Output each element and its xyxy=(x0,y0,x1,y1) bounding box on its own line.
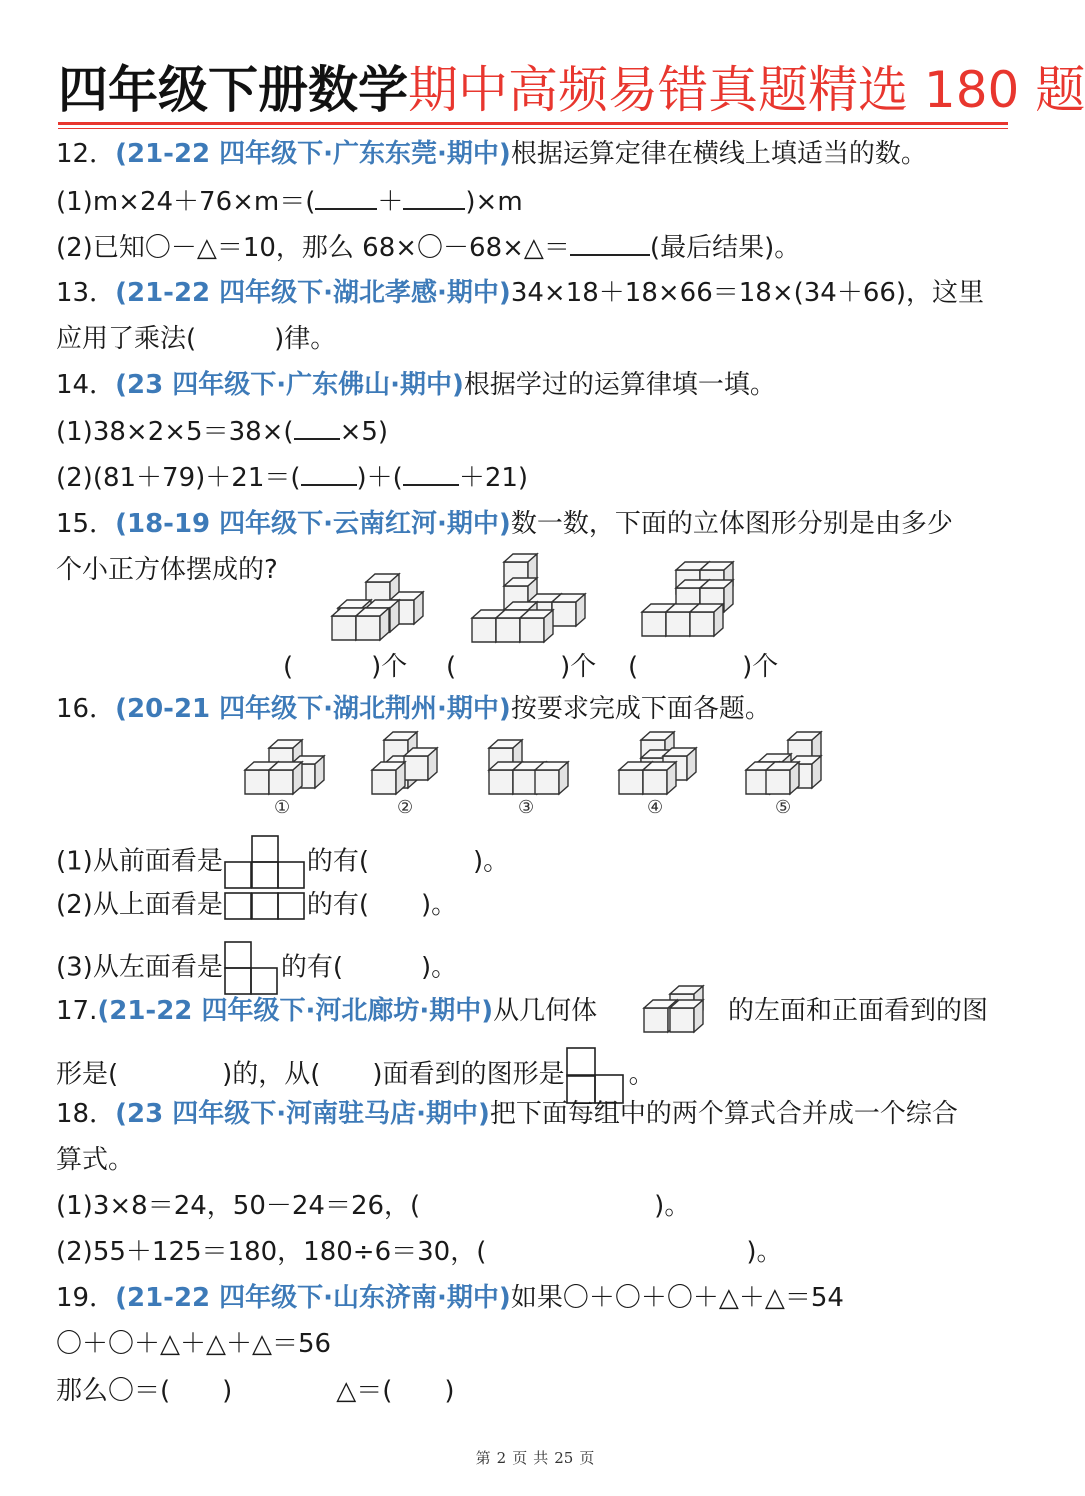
title-rule-thin xyxy=(58,128,1008,129)
q15-line xyxy=(56,507,953,541)
q16-label-4: ④ xyxy=(647,797,664,818)
q16-label-2: ② xyxy=(397,797,414,818)
q15-answer-1[interactable]: ( )个 xyxy=(283,652,408,682)
q12-blank-1[interactable] xyxy=(315,184,377,210)
q16-source: (20-21 四年级下·湖北荆州·期中) xyxy=(115,694,511,724)
q12-line xyxy=(56,137,927,171)
q15-figure-1 xyxy=(330,568,435,646)
q14-blank-3[interactable] xyxy=(403,460,459,486)
q16-p3-a: (3)从左面看是 xyxy=(56,952,223,983)
q13-source: (21-22 四年级下·湖北孝感·期中) xyxy=(115,278,511,308)
front-view-shape xyxy=(223,835,307,889)
q15-answer-2[interactable]: ( )个 xyxy=(446,652,597,682)
q12-p1-a: (1)m×24＋76×m＝( xyxy=(56,187,316,217)
q16-label-5: ⑤ xyxy=(775,797,792,818)
q16-figure-3 xyxy=(487,738,569,796)
q17-source: (21-22 四年级下·河北廊坊·期中) xyxy=(97,996,494,1026)
q12-p2-a: (2)已知〇－△＝10，那么 68×〇－68×△＝ xyxy=(56,233,570,263)
q16-label-3: ③ xyxy=(518,797,535,818)
q18-text: 把下面每组中的两个算式合并成一个综合 xyxy=(489,1099,958,1129)
left-view-shape xyxy=(223,941,281,995)
q14-p1-a: (1)38×2×5＝38×( xyxy=(56,417,294,447)
q17-line xyxy=(56,994,597,1028)
q14-number: 14． xyxy=(56,370,116,400)
footer-total-unit: 页 xyxy=(579,1449,595,1467)
q16-p2-a: (2)从上面看是 xyxy=(56,890,223,920)
q16-number: 16． xyxy=(56,694,116,724)
q12-p1-b: ＋ xyxy=(377,187,404,217)
q12-part2 xyxy=(56,230,800,265)
q17-view-shape xyxy=(565,1046,629,1104)
footer-page-label: 第 xyxy=(475,1449,491,1467)
q12-number: 12． xyxy=(56,139,116,169)
q18-part1: (1)3×8＝24，50－24＝26，( )。 xyxy=(56,1191,691,1221)
q16-line xyxy=(56,692,771,726)
q14-text: 根据学过的运算律填一填。 xyxy=(463,370,776,400)
q13-number: 13． xyxy=(56,278,116,308)
top-view-shape xyxy=(223,891,307,921)
q12-part1 xyxy=(56,184,523,219)
q12-blank-3[interactable] xyxy=(570,230,650,256)
q16-part2 xyxy=(56,888,457,922)
q14-line xyxy=(56,368,776,402)
q17-text-a: 从几何体 xyxy=(493,996,598,1026)
q16-p3-b: 的有( )。 xyxy=(280,952,458,983)
title-red: 期中高频易错真题精选 180 题 xyxy=(408,61,1085,119)
q16-p1-b: 的有( )。 xyxy=(306,846,510,877)
q16-figure-4 xyxy=(617,730,699,796)
footer-page-number: 2 xyxy=(496,1449,507,1467)
q15-source: (18-19 四年级下·云南红河·期中) xyxy=(115,509,511,539)
q16-label-1: ① xyxy=(274,797,291,818)
q15-answer-3[interactable]: ( )个 xyxy=(628,652,779,682)
q12-source: (21-22 四年级下·广东东莞·期中) xyxy=(115,139,511,169)
q16-p2-b: 的有( )。 xyxy=(306,890,458,920)
q12-text: 根据运算定律在横线上填适当的数。 xyxy=(510,139,927,169)
q17-line2-a: 形是( )的，从( )面看到的图形是 xyxy=(56,1059,565,1090)
q15-text: 数一数，下面的立体图形分别是由多少 xyxy=(510,509,953,539)
q15-line2: 个小正方体摆成的? xyxy=(56,555,278,585)
q16-part1 xyxy=(56,835,509,889)
q17-line2 xyxy=(56,1046,655,1104)
footer-page-unit: 页 xyxy=(512,1449,528,1467)
q15-figure-3 xyxy=(640,560,745,645)
q16-part3 xyxy=(56,941,457,995)
q14-p2-a: (2)(81＋79)＋21＝( xyxy=(56,463,301,493)
q16-p1-a: (1)从前面看是 xyxy=(56,846,223,877)
q17-text-b: 的左面和正面看到的图 xyxy=(728,996,989,1026)
page-footer xyxy=(0,1447,1070,1468)
q19-line xyxy=(56,1281,844,1315)
q15-figure-2 xyxy=(470,552,588,647)
footer-total-label: 共 xyxy=(533,1449,549,1467)
page-title xyxy=(58,58,1085,122)
q13-text: 34×18＋18×66＝18×(34＋66)，这里 xyxy=(510,278,985,308)
q13-line xyxy=(56,276,984,310)
footer-total-number: 25 xyxy=(554,1449,574,1467)
q12-p2-b: (最后结果)。 xyxy=(649,233,801,263)
q16-figure-2 xyxy=(370,730,440,796)
q14-blank-2[interactable] xyxy=(301,460,357,486)
q19-line3: 那么〇＝( ) △＝( ) xyxy=(56,1376,455,1406)
q19-line2: 〇＋〇＋△＋△＋△＝56 xyxy=(56,1329,332,1359)
q19-text: 如果〇＋〇＋〇＋△＋△＝54 xyxy=(510,1283,844,1313)
q14-p1-b: ×5) xyxy=(339,417,389,447)
q14-blank-1[interactable] xyxy=(294,414,340,440)
q16-figure-5 xyxy=(744,730,828,796)
q18-source: (23 四年级下·河南驻马店·期中) xyxy=(115,1099,490,1129)
q16-text: 按要求完成下面各题。 xyxy=(510,694,771,724)
title-black: 四年级下册数学 xyxy=(58,61,408,119)
q14-part1 xyxy=(56,414,388,449)
q17-number: 17. xyxy=(56,996,98,1026)
q17-line2-b: 。 xyxy=(628,1059,655,1090)
q13-line2: 应用了乘法( )律。 xyxy=(56,324,337,354)
q14-p2-c: ＋21) xyxy=(458,463,529,493)
q18-part2: (2)55＋125＝180，180÷6＝30，( )。 xyxy=(56,1237,783,1267)
q14-source: (23 四年级下·广东佛山·期中) xyxy=(115,370,464,400)
title-rule xyxy=(58,122,1008,125)
q14-part2 xyxy=(56,460,528,495)
q18-number: 18． xyxy=(56,1099,116,1129)
q19-source: (21-22 四年级下·山东济南·期中) xyxy=(115,1283,511,1313)
q18-line xyxy=(56,1097,958,1131)
q14-p2-b: )＋( xyxy=(356,463,403,493)
q12-blank-2[interactable] xyxy=(403,184,465,210)
q16-figure-1 xyxy=(243,738,325,796)
q17-solid-figure xyxy=(640,984,720,1036)
q19-number: 19． xyxy=(56,1283,116,1313)
q12-p1-c: )×m xyxy=(465,187,523,217)
q18-line2: 算式。 xyxy=(56,1145,135,1175)
q15-number: 15． xyxy=(56,509,116,539)
